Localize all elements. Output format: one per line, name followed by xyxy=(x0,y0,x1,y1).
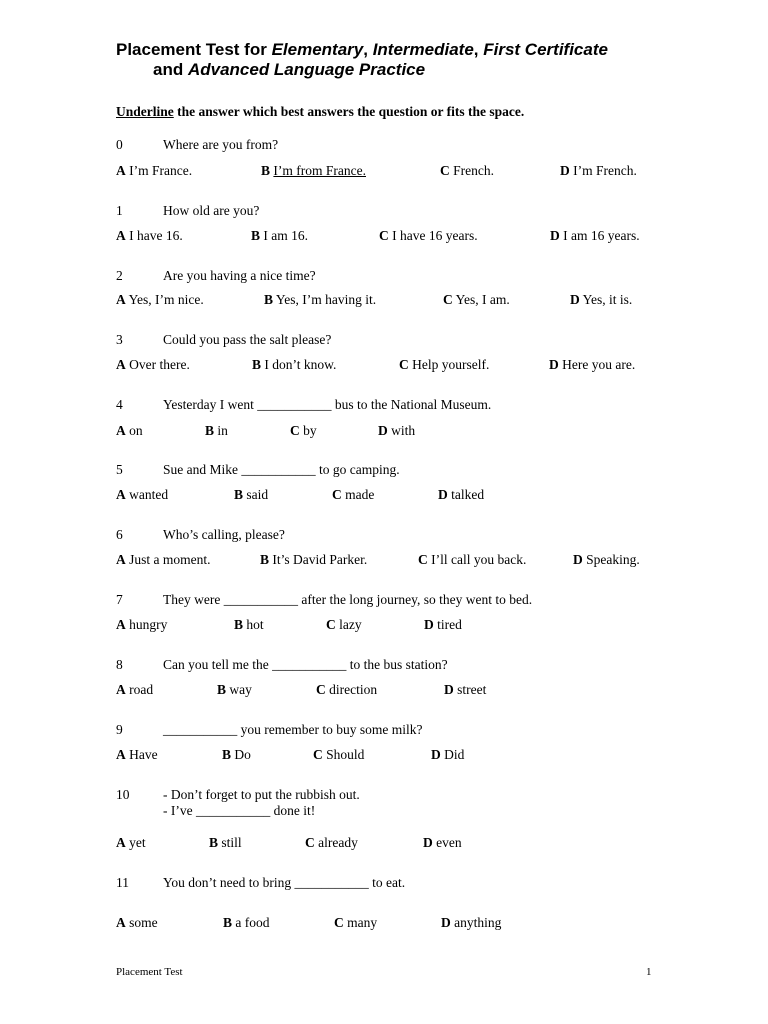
option-d[interactable]: D with xyxy=(378,423,416,438)
title-separator: , xyxy=(473,40,484,59)
option-b[interactable]: B Yes, I’m having it. xyxy=(264,292,377,307)
option-a[interactable]: A some xyxy=(116,915,158,930)
option-c[interactable]: C Yes, I am. xyxy=(443,292,510,307)
question-number: 6 xyxy=(116,527,123,542)
option-b[interactable]: B said xyxy=(234,487,269,502)
title-separator: , xyxy=(363,40,373,59)
option-a[interactable]: A road xyxy=(116,682,154,697)
option-c[interactable]: C already xyxy=(305,835,358,850)
option-d[interactable]: D Here you are. xyxy=(549,357,636,372)
title-advanced: Advanced Language Practice xyxy=(187,60,426,79)
question-number: 0 xyxy=(116,137,123,152)
option-d[interactable]: D Did xyxy=(431,747,465,762)
option-d[interactable]: D Speaking. xyxy=(573,552,640,567)
option-c[interactable]: C direction xyxy=(316,682,378,697)
option-a[interactable]: A on xyxy=(116,423,143,438)
option-c[interactable]: C I’ll call you back. xyxy=(418,552,527,567)
question-text: Can you tell me the ___________ to the bus station? xyxy=(163,657,448,672)
question-text: They were ___________ after the long journey, so they went to bed. xyxy=(163,592,533,607)
option-b[interactable]: B a food xyxy=(223,915,270,930)
option-d[interactable]: D tired xyxy=(424,617,462,632)
question-text: Where are you from? xyxy=(163,137,279,152)
title-prefix: Placement Test for xyxy=(116,40,272,59)
page-title-line2 xyxy=(153,60,425,80)
option-c[interactable]: C Help yourself. xyxy=(399,357,490,372)
option-a[interactable]: A hungry xyxy=(116,617,168,632)
question-text: Sue and Mike ___________ to go camping. xyxy=(163,462,400,477)
option-c[interactable]: C by xyxy=(290,423,317,438)
option-c[interactable]: C made xyxy=(332,487,375,502)
option-d[interactable]: D anything xyxy=(441,915,502,930)
option-b[interactable]: B It’s David Parker. xyxy=(260,552,368,567)
instruction-text: the answer which best answers the question or fits the space. xyxy=(173,104,525,119)
question-text: Could you pass the salt please? xyxy=(163,332,332,347)
option-d[interactable]: D talked xyxy=(438,487,485,502)
option-d[interactable]: D Yes, it is. xyxy=(570,292,633,307)
option-c[interactable]: C French. xyxy=(440,163,494,178)
option-b[interactable]: B still xyxy=(209,835,242,850)
option-d[interactable]: D even xyxy=(423,835,462,850)
option-b[interactable]: B Do xyxy=(222,747,251,762)
question-number: 11 xyxy=(116,875,129,890)
option-a[interactable]: A I’m France. xyxy=(116,163,193,178)
option-a[interactable]: A Yes, I’m nice. xyxy=(116,292,204,307)
option-b[interactable]: B hot xyxy=(234,617,264,632)
title-intermediate: Intermediate xyxy=(372,40,474,59)
option-a[interactable]: A yet xyxy=(116,835,146,850)
option-c[interactable]: C many xyxy=(334,915,378,930)
option-a[interactable]: A Have xyxy=(116,747,158,762)
option-c[interactable]: C I have 16 years. xyxy=(379,228,478,243)
option-d[interactable]: D street xyxy=(444,682,487,697)
question-number: 9 xyxy=(116,722,123,737)
question-text-line2: - I’ve ___________ done it! xyxy=(163,803,316,818)
option-b[interactable]: B I don’t know. xyxy=(252,357,337,372)
option-b[interactable]: B in xyxy=(205,423,228,438)
question-text: Yesterday I went ___________ bus to the National Museum. xyxy=(163,397,492,412)
option-c[interactable]: C Should xyxy=(313,747,365,762)
option-b-selected[interactable]: B I’m from France. xyxy=(261,163,366,178)
title-elementary: Elementary xyxy=(271,40,364,59)
question-text: Who’s calling, please? xyxy=(163,527,285,542)
question-number: 1 xyxy=(116,203,123,218)
page-number: 1 xyxy=(646,966,652,978)
option-c[interactable]: C lazy xyxy=(326,617,362,632)
question-text: Are you having a nice time? xyxy=(163,268,316,283)
instructions xyxy=(116,104,524,120)
question-number: 3 xyxy=(116,332,123,347)
title-and: and xyxy=(153,60,188,79)
footer-label: Placement Test xyxy=(116,966,183,978)
option-b[interactable]: B I am 16. xyxy=(251,228,309,243)
question-number: 10 xyxy=(116,787,130,802)
question-text: - Don’t forget to put the rubbish out. xyxy=(163,787,360,802)
page-title xyxy=(116,40,608,60)
title-first-certificate: First Certificate xyxy=(483,40,608,59)
option-a[interactable]: A Just a moment. xyxy=(116,552,211,567)
option-d[interactable]: D I’m French. xyxy=(560,163,637,178)
question-number: 7 xyxy=(116,592,123,607)
option-d[interactable]: D I am 16 years. xyxy=(550,228,640,243)
question-text: You don’t need to bring ___________ to eat. xyxy=(163,875,406,890)
question-number: 5 xyxy=(116,462,123,477)
instruction-underline-word: Underline xyxy=(116,104,174,119)
question-text: ___________ you remember to buy some milk? xyxy=(163,722,423,737)
question-text: How old are you? xyxy=(163,203,260,218)
option-b[interactable]: B way xyxy=(217,682,252,697)
question-number: 8 xyxy=(116,657,123,672)
option-a[interactable]: A Over there. xyxy=(116,357,190,372)
option-a[interactable]: A wanted xyxy=(116,487,169,502)
question-number: 2 xyxy=(116,268,123,283)
option-a[interactable]: A I have 16. xyxy=(116,228,183,243)
question-number: 4 xyxy=(116,397,123,412)
